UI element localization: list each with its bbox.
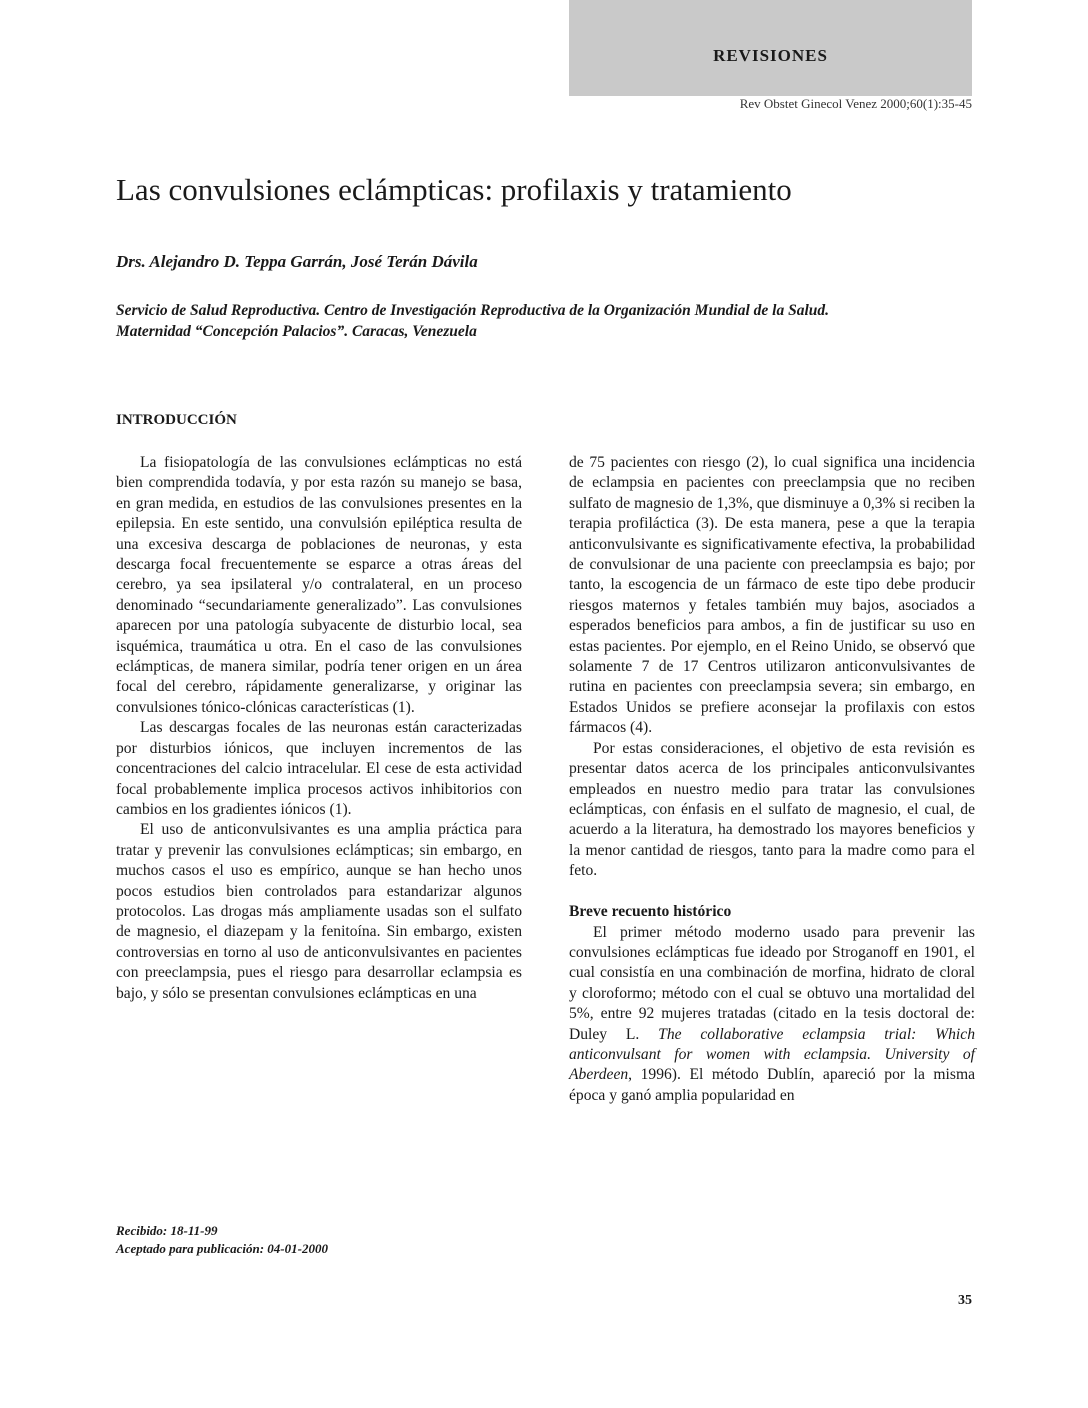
body-paragraph: El uso de anticonvulsivantes es una amplia práctica para tratar y prevenir las convulsiones eclámpticas; sin embargo, en muchos casos el uso es empírico, aunque se han hecho unos pocos estudios bien controlados para estandarizar algunos protocolos. Las drogas más ampliamente usadas son el sulfato de magnesio, el diazepam y la fenitoína. Sin embargo, existen controversias en torno al uso de anticonvulsivantes en pacientes con preeclampsia, pues el riesgo para desarrollar eclampsia es bajo, y sólo se presentan convulsiones eclámpticas en una — [116, 821, 522, 1002]
section-label: REVISIONES — [713, 46, 828, 65]
affiliation-line: Servicio de Salud Reproductiva. Centro de Investigación Reproductiva de la Organización Mundial de la Salud. — [116, 302, 830, 319]
section-heading-introduction: INTRODUCCIÓN — [116, 412, 237, 428]
body-paragraph: Las descargas focales de las neuronas están caracterizadas por disturbios iónicos, que incluyen incrementos de las concentraciones del calcio intracelular. El cese de esta actividad focal probablemente implica procesos activos inhibitorios con cambios en los gradientes iónicos (1). — [116, 719, 522, 818]
accepted-date: Aceptado para publicación: 04-01-2000 — [116, 1241, 328, 1256]
received-date: Recibido: 18-11-99 — [116, 1223, 218, 1238]
subsection-heading-history: Breve recuento histórico — [569, 902, 732, 920]
article-authors: Drs. Alejandro D. Teppa Garrán, José Terán Dávila — [116, 252, 478, 271]
body-paragraph: Por estas consideraciones, el objetivo de esta revisión es presentar datos acerca de los principales anticonvulsivantes empleados en nuestro medio para tratar las convulsiones eclámpticas, con énfasis en el sulfato de magnesio, el cual, de acuerdo a la literatura, ha demostrado los mayores beneficios y la menor cantidad de riesgos, tanto para la madre como para el feto. — [569, 739, 975, 880]
body-paragraph: de 75 pacientes con riesgo (2), lo cual significa una incidencia de eclampsia en pacientes con preeclampsia que no reciben sulfato de magnesio de 1,3%, que disminuye a 0,3% si reciben la terapia profiláctica (3). De esta manera, pese a que la terapia anticonvulsivante es significativamente efectiva, la probabilidad de convulsionar de una paciente con preeclampsia es bajo; por tanto, la escogencia de un fármaco de este tipo debe producir riesgos maternos y fetales también muy bajos, asociados a esperados beneficios para ambos, a fin de justificar su uso en estas pacientes. Por ejemplo, en el Reino Unido, se observó que solamente 7 de 17 Centros utilizaron anticonvulsivantes de rutina en pacientes con preeclampsia severa; sin embargo, en Estados Unidos se prefiere aconsejar la profilaxis con estos fármacos (4). — [569, 454, 975, 737]
body-paragraph — [569, 923, 975, 1107]
affiliation-line: Maternidad “Concepción Palacios”. Caracas, Venezuela — [116, 323, 477, 340]
history-text: , 1996). El método Dublín, apareció por la misma época y ganó amplia popularidad en — [569, 1066, 975, 1104]
body-paragraph: La fisiopatología de las convulsiones eclámpticas no está bien comprendida todavía, y por esta razón su manejo se basa, en gran medida, en estudios de las convulsiones presentes en la epilepsia. En este sentido, una convulsión epiléptica resulta de una excesiva descarga de poblaciones de neuronas, y esta descarga focal frecuentemente se esparce a otras áreas del cerebro, ya sea ipsilateral y/o contralateral, en un proceso denominado “secundariamente generalizado”. Las convulsiones aparecen por una patología subyacente de disturbio local, sea isquémica, traumática u otra. En el caso de las convulsiones eclámpticas, de manera similar, podría tener origen en un área focal del cerebro, rápidamente generalizarse, y originar las convulsiones tónico-clónicas características (1). — [116, 454, 522, 716]
article-title: Las convulsiones eclámpticas: profilaxis y tratamiento — [116, 172, 792, 207]
page-number: 35 — [958, 1293, 972, 1308]
right-text-column — [569, 453, 975, 1106]
author-affiliation — [116, 300, 976, 342]
journal-citation: Rev Obstet Ginecol Venez 2000;60(1):35-45 — [739, 96, 972, 111]
thesis-title: The collaborative eclampsia trial: Which anticonvulsant for women with eclampsia. University of Aberdeen — [569, 1025, 975, 1084]
submission-dates — [116, 1222, 328, 1258]
left-text-column — [116, 453, 522, 1004]
history-text: El primer método moderno usado para prevenir las convulsiones eclámpticas fue ideado por Stroganoff en 1901, el cual consistía en una combinación de morfina, hidrato de cloral y cloroformo; método con el cual se obtuvo una mortalidad del 5%, entre 92 mujeres tratadas (citado en la tesis doctoral de: Duley L. — [569, 923, 975, 1043]
